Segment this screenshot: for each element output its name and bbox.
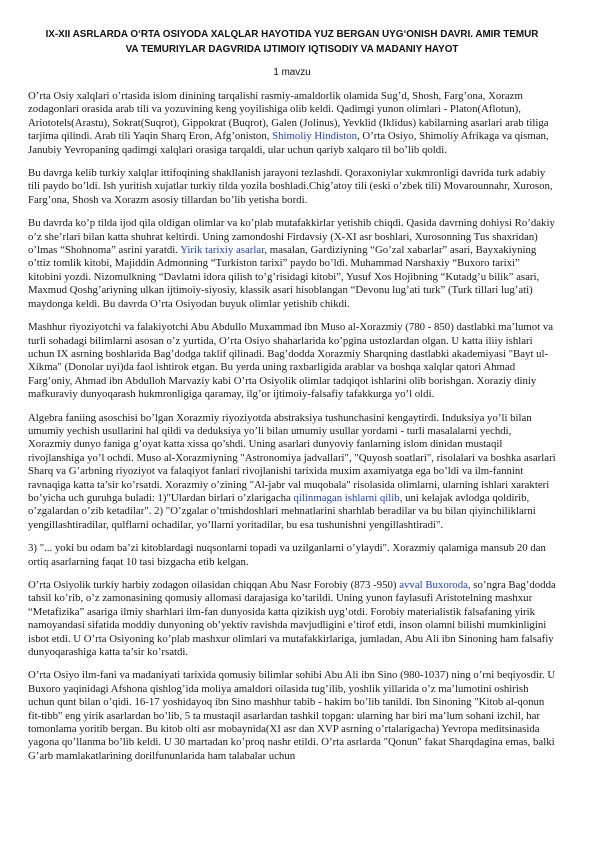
paragraph-4: Mashhur riyoziyotchi va falakiyotchi Abu Abdullo Muxammad ibn Muso al-Xorazmiy (780 - 850) dastlabki ma’lumot va turli sohadagi bilimlarni asosan o’z yurtida, O’rta Osiyo shaharlarida ko’pgina ustozlardan olgan. U katta iliiy ishlari uchun IX asrning boshlarida Bag’dodga taklif qilinadi. Bag’dodda Xorazmiy Sharqning dastlabki akademiyasi "Bayt ul-Xikma" (Donolar uyi)da faol ishtirok etgan. Bu yerda uning raxbarligida arablar va boshqa xalqlar qatori Ahmad Farg’oniy, Ahmad ibn Abdulloh Marvaziy kabi O’rta Osiyolik olimlar tadqiqot ishlarini olib borishgan. Xoraziy diniy mafkuraviy dunyoqarash hukmronligiga qaramay, ilg’or ijtimoiy-falsafiy tafakkurga yo’l oldi. — [28, 321, 554, 401]
paragraph-1-text-a: O’rta Osiy xalqlari o’rtasida islom dinining tarqalishi rasmiy-amaldorlik olamida Sug’d, Shosh, Farg’ona, Xorazm zodagonlari orasida arab tili va yozuvining keng yoyilishiga olib keldi. Qadimgi yunon olimlari - Platon(Aflotun), Ariototels(Arastu), Sokrat(Suqrot), Gippokrat (Buqrot), Galen (Jolinus), Yevklid (Iklidus) kabilarning asarlari arab tiliga tarjima qilindi. Arab tili Yaqin Sharq Eron, Afg’oniston, — [28, 90, 549, 143]
paragraph-2: Bu davrga kelib turkiy xalqlar ittifoqining shakllanish jarayoni tezlashdi. Qoraxoniylar xukmronligi davrida turk adabiy tili paydo bo’ldi. Ish yuritish xujatlar turkiy tilda yozila boshladi.Chig’atoy tili (eski o’zbek tili) Movarounnahr, Xuroson, Farg’ona, Shosh va Xorazm asosiy tillardan bo’lib yetisha bordi. — [28, 167, 553, 206]
paragraph-7-text-b: , so’ngra Bag’dodda tahsil ko’rib, o’z zamonasining qomusiy allomasi darajasiga ko’tarildi. Uning yunon faylasufi Aristotelning mashxur “Metafizika” asariga ilmiy sharhlari ilm-fan dunyosida katta qizikish uyg’otdi. Forobiy materialistik falsafaning yirik namoyandasi sifatida moddiy dunyoning ob’yektiv ravishda mavjudligini e’tirof etdi, inson olamni bilishi mumkinligini isbot etdi. U O’rta Osiyoning ko’plab mashxur olimlari va mutafakkirlariga, jumladan, Abu Ali ibn Sinoning ham falsafiy dunyoqarashiga katta ta’sir ko’rsatdi. — [28, 579, 556, 659]
link-avval-buxoroda[interactable]: avval Buxoroda — [399, 579, 468, 591]
link-yirik-tarixiy-asarlar[interactable]: Yirik tarixiy asarlar — [180, 244, 265, 257]
paragraph-5-text-a: Algebra faniing asoschisi bo’lgan Xorazmiy riyoziyotda abstraksiya tushunchasini kengaytirdi. Induksiya yo’li bilan umumiy yechish usullarini hal qildi va deduksiya yo’li bilan umumiy usullar yordami - turli masalalarni yechdi, Xorazmiy dunyo faniga g’oyat katta xissa qo’shdi. Uning asarlari dunyoviy fanlarning islom dinidan mustaqil rivojlanshiga yo’l ochdi. Muso al-Xorazmiyning "Astronomiya jadvallari", "Quyosh soatlari", risolalari va boshka asarlari Sharq va G’arbning riyoziyot va falaqiyot fanlari rivojlanishi tarixida muxim axamiyatga ega bo’ldi va ilm-fannint ravnaqiga katta ta’sir ko’rsatdi. Xorazmiy o’zining "Al-jabr val muqobala" risolasida olimlarni, ularning ishlari xarakteri bo’yicha uch guruhga buladi: 1)"Ulardan birlari o’zlarigacha — [28, 411, 556, 504]
document-title: IX-XII ASRLARDA O‘RTA OSIYODA XALQLAR HAYOTIDA YUZ BERGAN UYG‘ONISH DAVRI. AMIR TEMUR VA TEMURIYLAR DAGVRIDA IJTIMOIY IQTISODIY VA MADANIY HAYOT — [45, 29, 539, 55]
paragraph-3-text-b: , masalan, Gardiziyning “Go’zal xabarlar” asari, Bayxakiyning o’ttiz tomlik kitobi, Majiddin Admonning “Turkiston tarixi” paydo bo’ldi. Muhammad Narshaxiy “Buxoro tarixi” kitobini yozdi. Nizomulkning “Davlatni idora qilish to’g’risidagi kitobi”, Yusuf Xos Hojibning “Kutadg’u bilik” asari, Maxmud Qoshg’ariyning ulkan ijtimoiy-siyosiy, klassik asari hisoblangan “Devonu lug’ati turk” (Turk tillari lug’ati) maydonga keldi. Bu davrda O’rta Osiyodan buyuk olimlar yetishib chikdi. — [28, 244, 540, 310]
paragraph-8: O’rta Osiyo ilm-fani va madaniyati tarixida qomusiy bilimlar sohibi Abu Ali ibn Sino (980-1037) ning o’rni beqiyosdir. U Buxoro yaqinidagi Afshona qishlog’ida moliya amaldori oilasida tug’ilib, yoshlik yillarida o’z ma’lumotini oshirish uchun qunt bilan o’qidi. 16-17 yoshidayoq ibn Sino mashhur tabib - hakim bo’lib tanildi. Ibn Sinoning "Kitob al-qonun fit-tibb" eng yirik asarlardan bo’lib, 5 ta mustaqil asarlardan tashkil topgan: ularning har biri ma’lum sohani izchil, har tomonlama yoritib bergan. Bu kitob olti asr mobaynida(XI asr dan XVP asrning o’rtalarigacha) Yevropa meditsinasida yagona qo’llanma bo’lib keldi. U 30 martadan ko’proq nashr etildi. O’rta asrlarda "Qonun" fakat Sharqdagina emas, balki G’arb mamlakatlarining dorilfununlarida ham talabalar uchun — [28, 669, 556, 762]
paragraph-1 — [28, 90, 556, 157]
paragraph-6: 3) "... yoki bu odam ba’zi kitoblardagi nuqsonlarni topadi va uzilganlarni o’ylaydi". Xorazmiy qalamiga mansub 20 dan ortiq asarlarning faqat 10 tasi bizgacha etib kelgan. — [28, 542, 546, 568]
paragraph-1-text-b: , O’rta Osiyo, Shimoliy Afrikaga va qisman, Janubiy Yevropaning qadimgi xalqlari orasiga tarqaldi, ular uchun qariyb xalqaro til bo’lib qoldi. — [28, 130, 549, 156]
paragraph-3 — [28, 217, 556, 311]
lesson-number: 1 mavzu — [273, 67, 311, 78]
paragraph-7 — [28, 579, 556, 659]
paragraph-7-text-a: O’rta Osiyolik turkiy harbiy zodagon oilasidan chiqqan Abu Nasr Forobiy (873 -950) — [28, 579, 400, 591]
paragraph-3-text-a: Bu davrda ko’p tilda ijod qila oldigan olimlar va ko’plab mutafakkirlar yetishib chiqdi. Qasida davrning dohiysi Ro’dakiy o’z she’rlari bilan katta shuhrat keltirdi. Uning zamondoshi Firdavsiy (X-XI asr boshlari, Xurosonning Tus shaxridan) o’lmas “Shohnoma” asrini yaratdi. — [28, 217, 555, 257]
link-shimoliy-hindiston[interactable]: Shimoliy Hindiston — [272, 130, 358, 143]
paragraph-5 — [28, 412, 556, 533]
paragraph-5-text-b: , uni kelajak avlodga qoldirib, o’zgalardan o’zib ketadilar". 2) "O’zgalar o’tmishdoshlari mehnatlarini sharhlab beradilar va bu bilan qiyinchiliklarni yengillashtiradilar, qulflarni ochadilar, yo’llarni yoritadilar, bu esa tushunishni yengillashtiradi". — [28, 491, 536, 531]
link-qilinmagan-ishlarni-qilib[interactable]: qilinmagan ishlarni qilib — [293, 491, 400, 504]
